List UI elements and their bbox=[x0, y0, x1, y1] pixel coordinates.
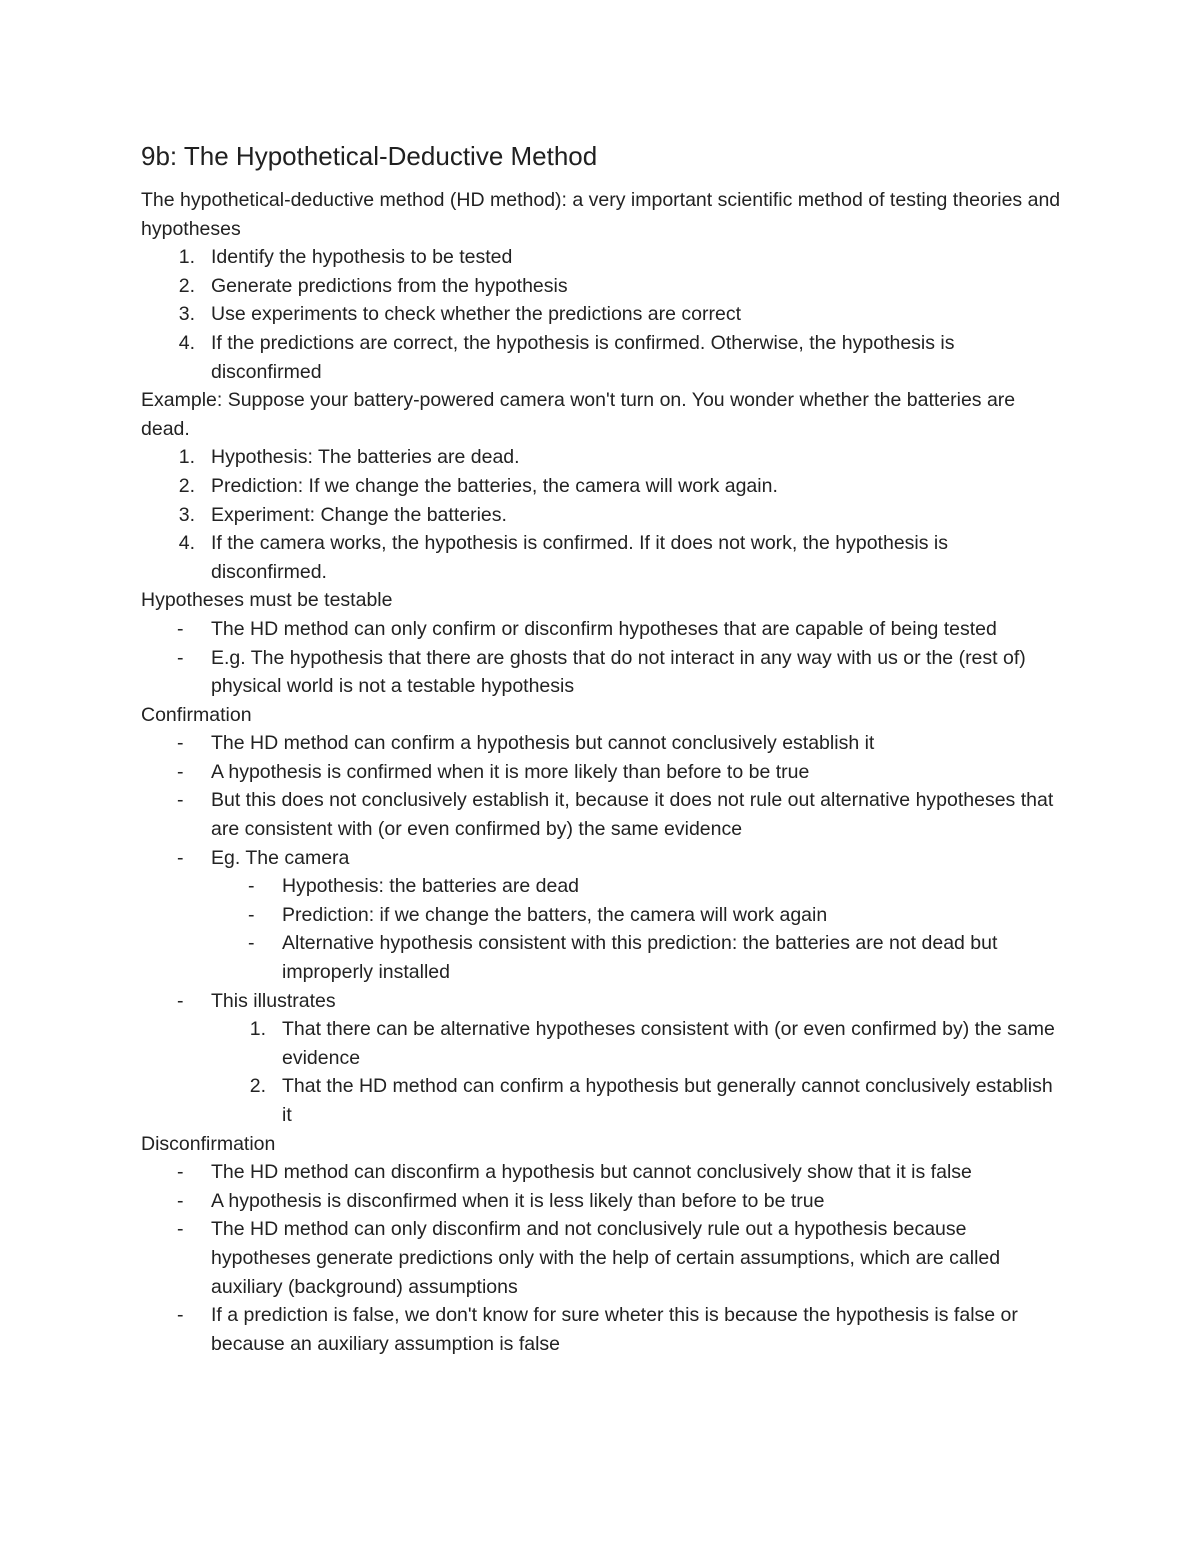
list-item bbox=[141, 644, 1061, 701]
list-item bbox=[141, 729, 1061, 758]
list-item bbox=[141, 1187, 1061, 1216]
bullet-marker: - bbox=[248, 903, 255, 926]
list-number: 4. bbox=[178, 532, 195, 555]
list-item-text: Experiment: Change the batteries. bbox=[211, 503, 507, 526]
list-item bbox=[141, 1215, 1061, 1301]
list-item bbox=[141, 501, 1061, 530]
list-item-text: Identify the hypothesis to be tested bbox=[211, 246, 513, 269]
list-item bbox=[141, 1301, 1061, 1358]
list-number: 2. bbox=[178, 274, 195, 297]
section-heading-confirmation: Confirmation bbox=[141, 703, 252, 726]
bullet-marker: - bbox=[177, 732, 184, 755]
list-item bbox=[141, 472, 1061, 501]
list-item bbox=[141, 1158, 1061, 1187]
bullet-marker: - bbox=[177, 989, 184, 1012]
bullet-marker: - bbox=[177, 1189, 184, 1212]
list-item bbox=[141, 329, 1061, 386]
list-item-text: Hypothesis: the batteries are dead bbox=[282, 875, 580, 898]
list-item-text: The HD method can disconfirm a hypothesis but cannot conclusively show that it is false bbox=[211, 1161, 972, 1184]
list-item bbox=[141, 758, 1061, 787]
list-item bbox=[141, 929, 1061, 986]
bullet-marker: - bbox=[177, 846, 184, 869]
list-item-text: Alternative hypothesis consistent with this prediction: the batteries are not dead but improperly installed bbox=[282, 932, 998, 984]
list-item-text: The HD method can only disconfirm and not conclusively rule out a hypothesis because hypotheses generate predictions only with the help of certain assumptions, which are called auxiliary (background) assumptions bbox=[211, 1218, 1001, 1298]
list-item-text: The HD method can only confirm or disconfirm hypotheses that are capable of being tested bbox=[211, 617, 997, 640]
section-heading-testable: Hypotheses must be testable bbox=[141, 589, 393, 612]
testable-list bbox=[141, 615, 1061, 701]
list-number: 1. bbox=[178, 246, 195, 269]
list-item bbox=[141, 300, 1061, 329]
list-number: 2. bbox=[178, 474, 195, 497]
illustrates-sublist bbox=[141, 1015, 1061, 1129]
bullet-marker: - bbox=[177, 1161, 184, 1184]
list-item-text: Generate predictions from the hypothesis bbox=[211, 274, 568, 297]
list-item bbox=[141, 529, 1061, 586]
list-number: 3. bbox=[178, 303, 195, 326]
list-item-text: Use experiments to check whether the predictions are correct bbox=[211, 303, 741, 326]
list-item-text: A hypothesis is confirmed when it is more likely than before to be true bbox=[211, 760, 810, 783]
list-item-text: A hypothesis is disconfirmed when it is less likely than before to be true bbox=[211, 1189, 825, 1212]
list-item-text: That the HD method can confirm a hypothesis but generally cannot conclusively establish it bbox=[282, 1075, 1053, 1126]
bullet-marker: - bbox=[177, 789, 184, 812]
list-item-text: This illustrates bbox=[211, 989, 336, 1012]
list-number: 1. bbox=[178, 446, 195, 469]
list-item-text: Prediction: if we change the batters, the camera will work again bbox=[282, 903, 828, 926]
list-item-text: If the predictions are correct, the hypothesis is confirmed. Otherwise, the hypothesis is disconfirmed bbox=[211, 331, 955, 383]
list-item bbox=[141, 243, 1061, 272]
list-item bbox=[141, 1072, 1061, 1129]
bullet-marker: - bbox=[177, 617, 184, 640]
list-number: 4. bbox=[178, 331, 195, 354]
disconfirmation-list bbox=[141, 1158, 1061, 1358]
section-heading-disconfirmation: Disconfirmation bbox=[141, 1132, 276, 1155]
list-item bbox=[141, 615, 1061, 644]
list-number: 3. bbox=[178, 503, 195, 526]
list-number: 2. bbox=[249, 1075, 266, 1098]
method-steps-list bbox=[141, 243, 1061, 386]
list-item bbox=[141, 1015, 1061, 1072]
list-item-text: E.g. The hypothesis that there are ghosts that do not interact in any way with us or the (rest of) physical world is not a testable hypothesis bbox=[211, 646, 1026, 698]
list-item bbox=[141, 844, 1061, 873]
example-paragraph: Example: Suppose your battery-powered camera won't turn on. You wonder whether the batteries are dead. bbox=[141, 389, 1016, 440]
bullet-marker: - bbox=[177, 1218, 184, 1241]
list-item bbox=[141, 901, 1061, 930]
list-item bbox=[141, 987, 1061, 1016]
page-title: 9b: The Hypothetical-Deductive Method bbox=[141, 141, 598, 171]
example-steps-list bbox=[141, 443, 1061, 586]
list-item bbox=[141, 872, 1061, 901]
list-item-text: The HD method can confirm a hypothesis but cannot conclusively establish it bbox=[211, 732, 875, 755]
camera-sublist bbox=[141, 872, 1061, 986]
bullet-marker: - bbox=[248, 932, 255, 955]
intro-paragraph: The hypothetical-deductive method (HD method): a very important scientific method of testing theories and hypotheses bbox=[141, 189, 1061, 240]
list-item-text: But this does not conclusively establish it, because it does not rule out alternative hypotheses that are consistent with (or even confirmed by) the same evidence bbox=[211, 789, 1054, 841]
bullet-marker: - bbox=[177, 646, 184, 669]
list-item-text: If the camera works, the hypothesis is confirmed. If it does not work, the hypothesis is disconfirmed. bbox=[211, 532, 949, 583]
list-item-text: Hypothesis: The batteries are dead. bbox=[211, 446, 520, 469]
list-item bbox=[141, 443, 1061, 472]
bullet-marker: - bbox=[177, 1304, 184, 1327]
list-item-text: If a prediction is false, we don't know for sure wheter this is because the hypothesis is false or because an auxiliary assumption is false bbox=[211, 1304, 1018, 1355]
confirmation-list bbox=[141, 729, 1061, 1129]
document-body bbox=[141, 139, 1061, 1358]
bullet-marker: - bbox=[177, 760, 184, 783]
list-item-text: That there can be alternative hypotheses consistent with (or even confirmed by) the same evidence bbox=[282, 1018, 1055, 1069]
list-item bbox=[141, 786, 1061, 843]
bullet-marker: - bbox=[248, 875, 255, 898]
list-item-text: Prediction: If we change the batteries, the camera will work again. bbox=[211, 474, 778, 497]
list-item bbox=[141, 272, 1061, 301]
list-item-text: Eg. The camera bbox=[211, 846, 350, 869]
list-number: 1. bbox=[249, 1018, 266, 1041]
